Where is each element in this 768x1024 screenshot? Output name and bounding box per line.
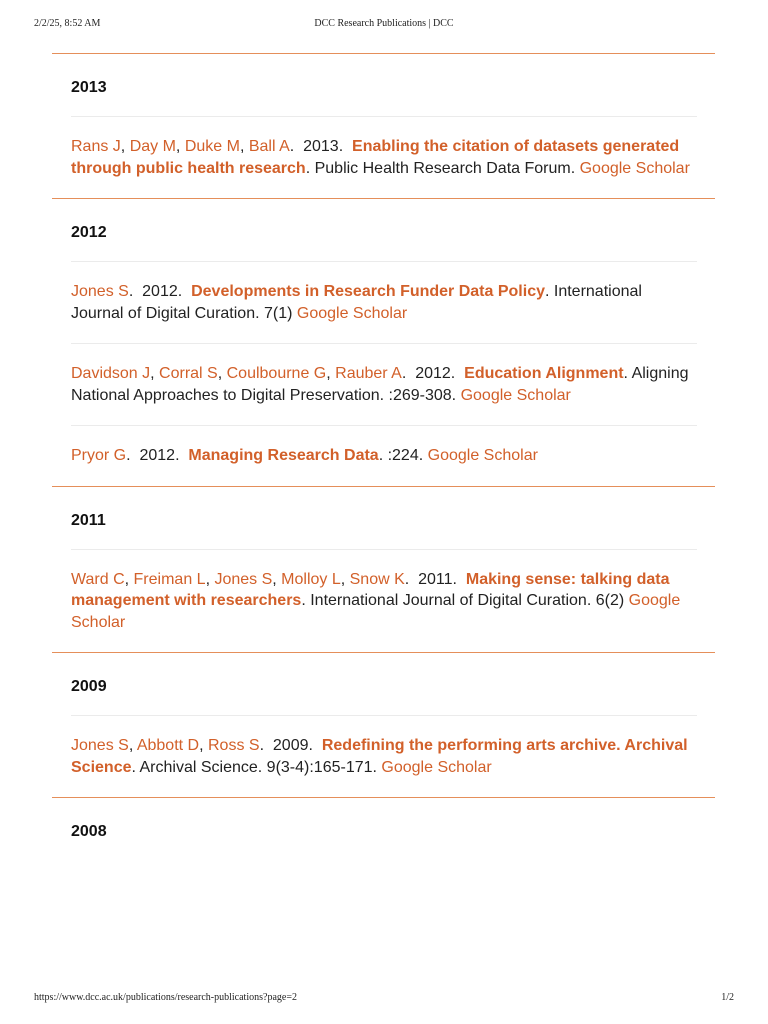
publication-entry: Davidson J, Corral S, Coulbourne G, Rauber A. 2012. Education Alignment. Aligning National Approaches to Digital Preservation. :269-308. Google Scholar: [71, 343, 697, 425]
author-link[interactable]: Jones S: [71, 283, 129, 300]
publication-title-link[interactable]: Managing Research Data: [188, 447, 379, 464]
publication-entry: Jones S, Abbott D, Ross S. 2009. Redefining the performing arts archive. Archival Science. Archival Science. 9(3-4):165-171. Google Scholar: [71, 737, 688, 776]
year-section: [52, 652, 715, 797]
author-link[interactable]: Jones S: [71, 737, 129, 754]
year-heading: 2009: [71, 678, 107, 695]
author-link[interactable]: Day M: [129, 138, 176, 155]
publication-year: 2009: [272, 737, 309, 754]
year-section: [52, 53, 715, 198]
print-footer: [34, 992, 734, 1006]
publication-entry: Pryor G. 2012. Managing Research Data. :224. Google Scholar: [71, 425, 697, 486]
publication-title-link[interactable]: Enabling the citation of datasets generated through public health research: [71, 138, 680, 177]
publication-details: International Journal of Digital Curation. 7(1): [71, 283, 642, 322]
author-link[interactable]: Davidson J: [71, 365, 151, 382]
print-header: [34, 18, 734, 32]
publication-entry: Ward C, Freiman L, Jones S, Molloy L, Snow K. 2011. Making sense: talking data management with researchers. International Journal of Digital Curation. 6(2) Google Scholar: [71, 570, 681, 631]
author-link[interactable]: Ball A: [248, 138, 290, 155]
publication-entry: Rans J, Day M, Duke M, Ball A. 2013. Enabling the citation of datasets generated through public health research. Public Health Research Data Forum. Google Scholar: [71, 138, 690, 177]
publication-year: 2012: [415, 365, 451, 382]
publication-year: 2012: [139, 447, 176, 464]
publication-title-link[interactable]: Making sense: talking data management with researchers: [71, 570, 670, 609]
author-link[interactable]: Ross S: [207, 737, 260, 754]
google-scholar-link[interactable]: Google Scholar: [579, 159, 690, 177]
google-scholar-link[interactable]: Google Scholar: [460, 386, 571, 404]
author-link[interactable]: Corral S: [159, 365, 218, 382]
author-link[interactable]: Coulbourne G: [226, 365, 327, 382]
publication-year: 2012: [142, 283, 178, 300]
publication-details: Aligning National Approaches to Digital Preservation. :269-308.: [71, 365, 689, 404]
publication-entry: Jones S. 2012. Developments in Research Funder Data Policy. International Journal of Digital Curation. 7(1) Google Scholar: [71, 283, 642, 322]
publication-details: :224.: [387, 447, 424, 464]
google-scholar-link[interactable]: Google Scholar: [71, 592, 681, 631]
publication-title-link[interactable]: Education Alignment: [464, 365, 624, 382]
publication-year: 2011: [418, 570, 453, 588]
print-url: https://www.dcc.ac.uk/publications/research-publications?page=2: [34, 992, 297, 1003]
author-link[interactable]: Rauber A: [335, 365, 402, 382]
author-link[interactable]: Freiman L: [133, 570, 206, 588]
print-title: DCC Research Publications | DCC: [314, 18, 454, 29]
year-section: [52, 797, 715, 860]
author-link[interactable]: Jones S: [214, 570, 273, 588]
publication-details: International Journal of Digital Curation. 6(2): [310, 592, 625, 609]
publication-title-link[interactable]: Developments in Research Funder Data Policy: [191, 283, 545, 300]
author-link[interactable]: Ward C: [71, 570, 125, 588]
year-heading: 2011: [71, 511, 106, 529]
google-scholar-link[interactable]: Google Scholar: [381, 758, 492, 776]
publication-title-link[interactable]: Redefining the performing arts archive. Archival Science: [71, 737, 688, 776]
publication-year: 2013: [303, 138, 339, 155]
publication-details: Archival Science. 9(3-4):165-171.: [139, 758, 377, 776]
author-link[interactable]: Molloy L: [281, 570, 341, 588]
google-scholar-link[interactable]: Google Scholar: [427, 447, 538, 464]
year-heading: 2012: [71, 224, 107, 241]
year-section: [52, 486, 715, 653]
google-scholar-link[interactable]: Google Scholar: [296, 304, 408, 322]
publications-list: [52, 53, 715, 860]
author-link[interactable]: Duke M: [184, 138, 240, 155]
print-date: 2/2/25, 8:52 AM: [34, 18, 101, 29]
year-section: [52, 198, 715, 486]
publication-details: Public Health Research Data Forum.: [314, 159, 576, 177]
year-heading: 2013: [71, 79, 107, 96]
author-link[interactable]: Rans J: [71, 138, 121, 155]
page-number: 1/2: [721, 992, 734, 1003]
author-link[interactable]: Abbott D: [136, 737, 200, 754]
author-link[interactable]: Pryor G: [71, 447, 127, 464]
author-link[interactable]: Snow K: [349, 570, 405, 588]
year-heading: 2008: [71, 823, 107, 840]
